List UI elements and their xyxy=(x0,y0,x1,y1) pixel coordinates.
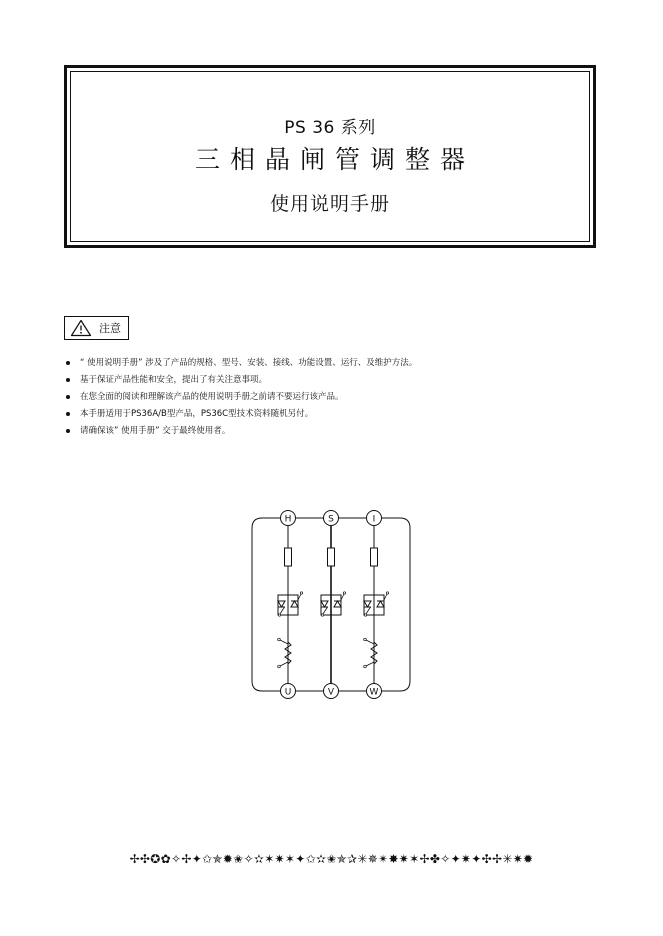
notice-item xyxy=(66,390,417,407)
cover-title-inner-frame xyxy=(70,71,590,242)
terminal-top-s xyxy=(324,511,339,526)
terminal-label: S xyxy=(328,514,334,525)
notice-item-text: 在您全面的阅读和理解该产品的使用说明手册之前请不要运行该产品。 xyxy=(80,392,344,402)
notice-header xyxy=(64,316,129,340)
cover-title-frame xyxy=(64,65,596,248)
notice-item xyxy=(66,407,417,424)
terminal-label: V xyxy=(327,687,335,698)
terminal-label: I xyxy=(372,514,376,525)
notice-list xyxy=(66,356,417,441)
notice-label: 注意 xyxy=(99,322,121,335)
terminal-bottom-u xyxy=(281,684,296,699)
bullet-icon xyxy=(66,395,70,399)
warning-triangle-icon xyxy=(70,319,92,337)
notice-item-text: “ 使用说明手册” 涉及了产品的规格、型号、安装、接线、功能设置、运行、及维护方法。 xyxy=(80,358,418,368)
three-phase-circuit-diagram xyxy=(244,506,420,706)
terminal-top-h xyxy=(281,511,296,526)
notice-item-text: 本手册适用于PS36A/B型产品，PS36C型技术资料随机另付。 xyxy=(80,409,314,419)
terminal-label: U xyxy=(284,687,292,698)
notice-item-text: 基于保证产品性能和安全，提出了有关注意事项。 xyxy=(80,375,268,385)
product-title: 三相晶闸管调整器 xyxy=(194,145,475,174)
manual-title: 使用说明手册 xyxy=(269,193,390,215)
notice-item xyxy=(66,356,417,373)
terminal-bottom-v xyxy=(324,684,339,699)
bullet-icon xyxy=(66,412,70,416)
bullet-icon xyxy=(66,378,70,382)
product-series: PS 36 系列 xyxy=(284,118,376,138)
terminal-bottom-w xyxy=(367,684,382,699)
terminal-label: W xyxy=(369,687,379,698)
bullet-icon xyxy=(66,361,70,365)
notice-item-text: 请确保该” 使用手册” 交于最终使用者。 xyxy=(80,426,231,436)
bullet-icon xyxy=(66,429,70,433)
terminal-top-i xyxy=(367,511,382,526)
notice-item xyxy=(66,424,417,441)
footer-ornament-text: ✢✣✪✿✧✢✦✩✯✹✬✧✫✶✷✶✦✩✫✬✯✰✳✵✴✸✷✶✢✤✧✦✷✦✣✢✳✷✹ xyxy=(129,852,534,866)
notice-item xyxy=(66,373,417,390)
terminal-label: H xyxy=(284,514,292,525)
